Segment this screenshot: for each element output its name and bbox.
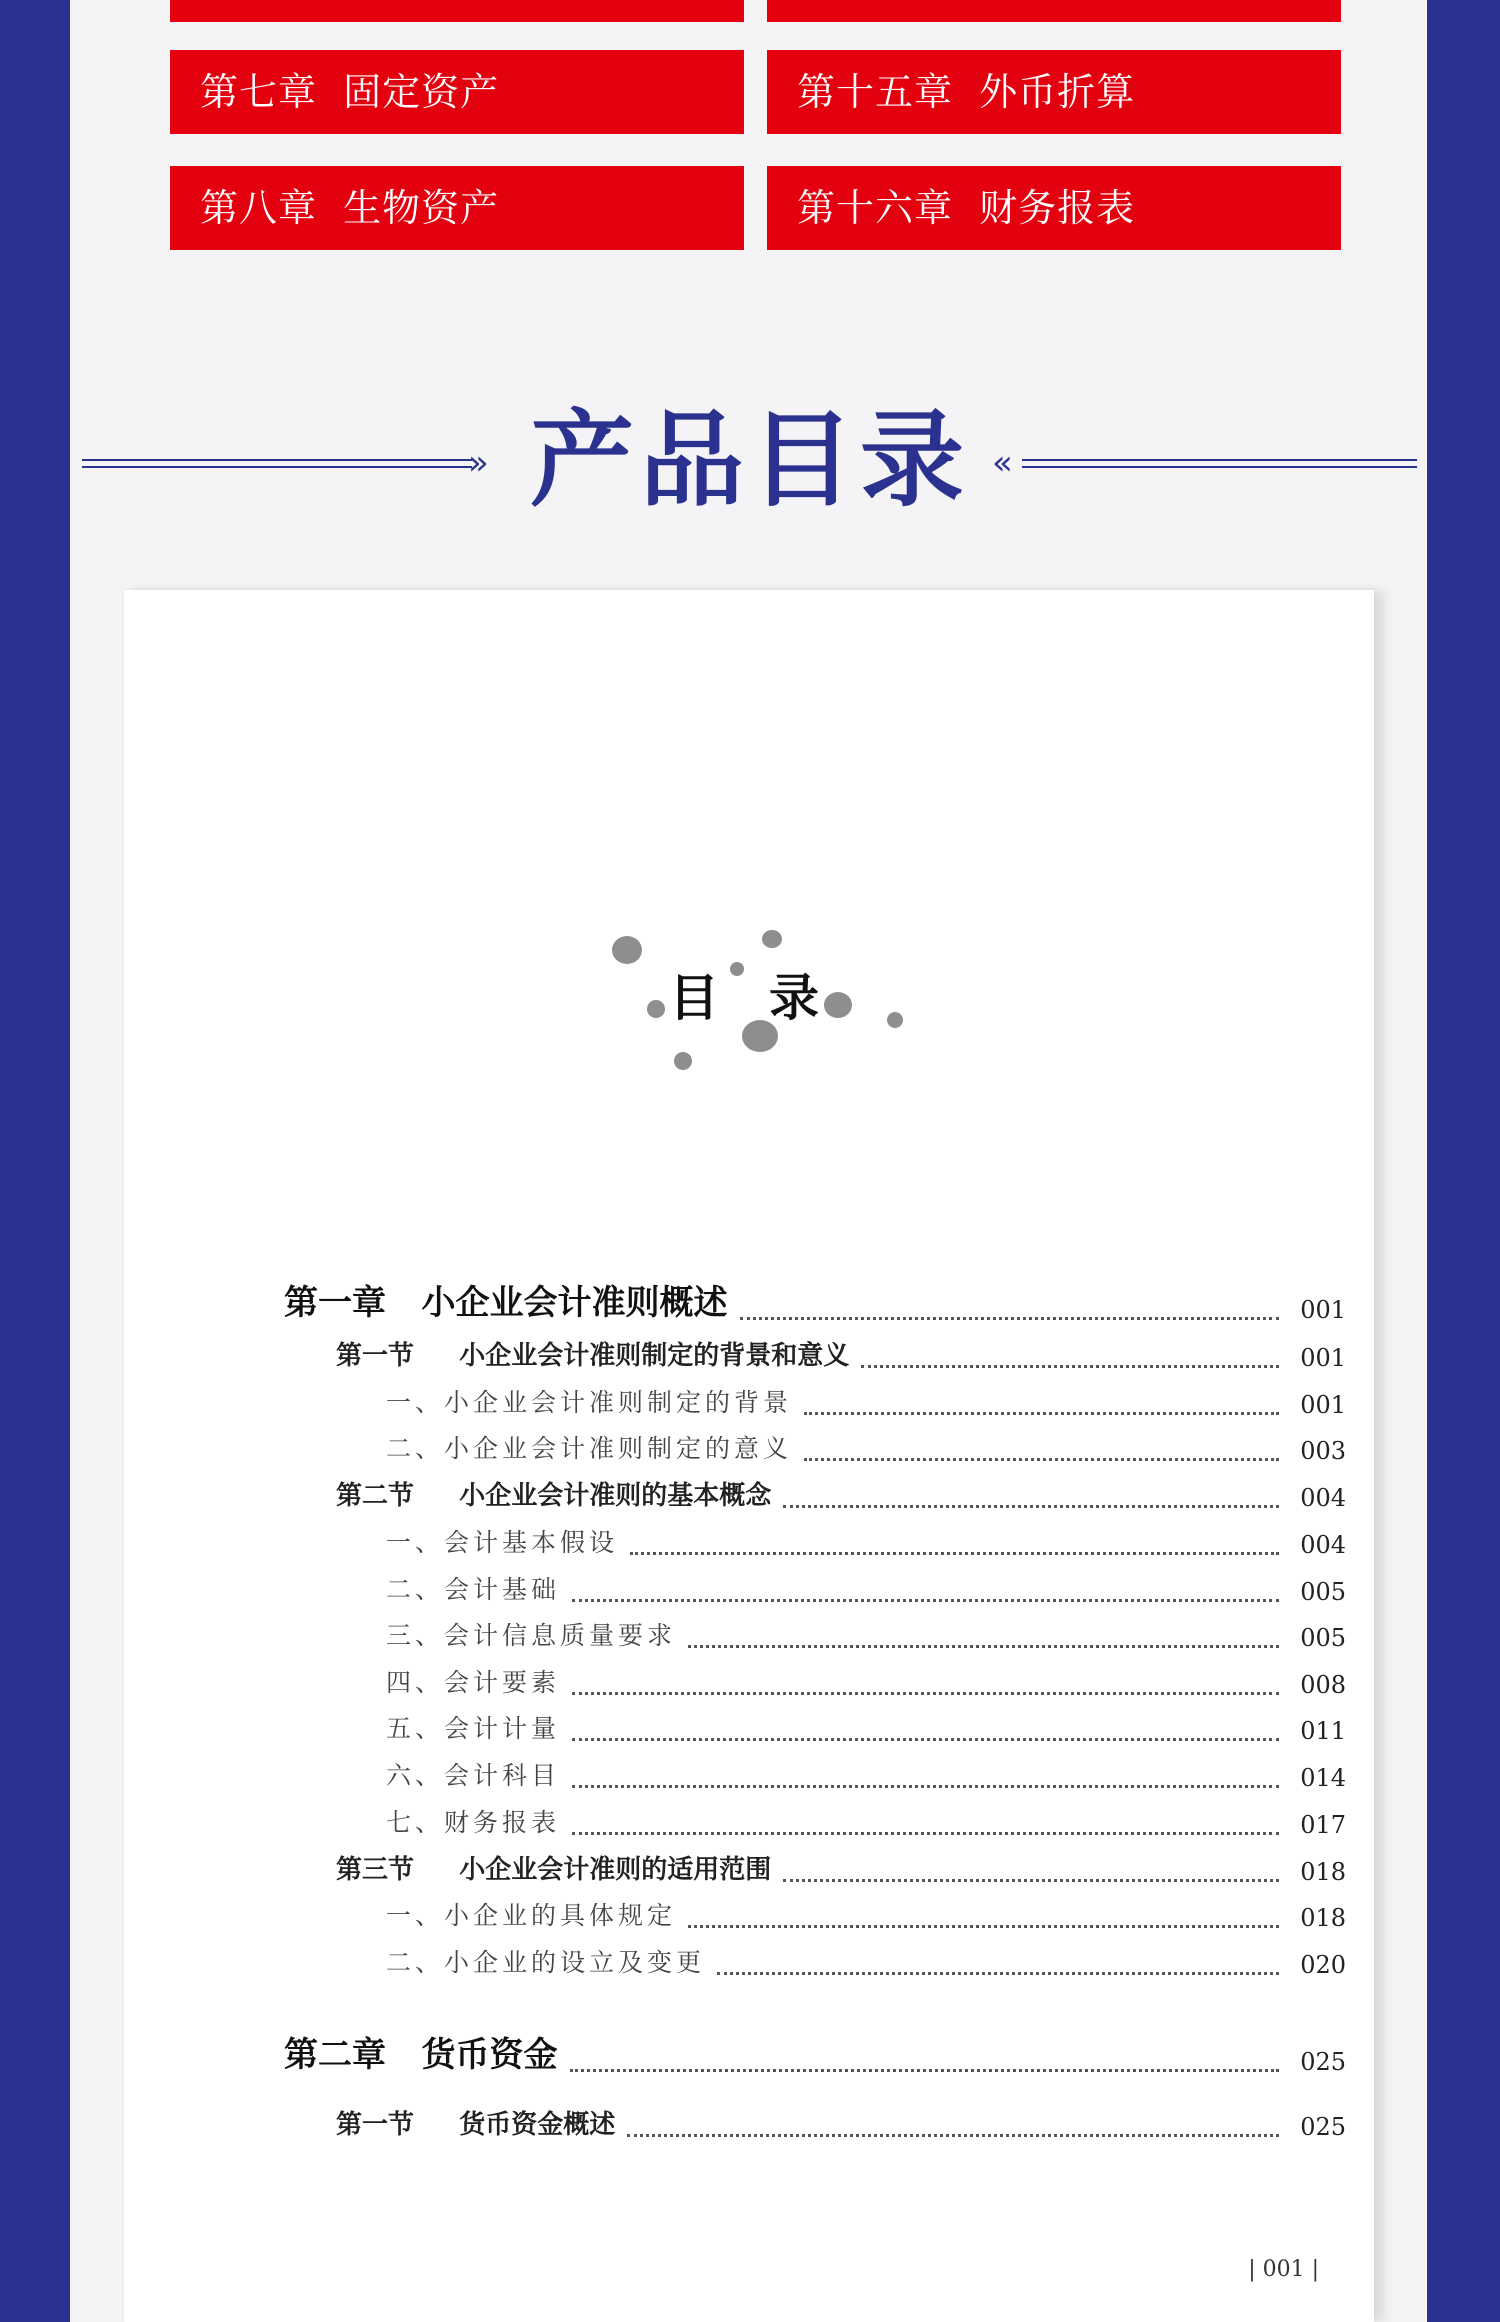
chapter-banner: 第八章 生物资产 [170,166,744,250]
toc-leader-dots [783,1879,1279,1882]
chapter-banner: 第十六章 财务报表 [767,166,1341,250]
toc-page-number: 025 [1300,2113,1346,2141]
toc-leader-dots [570,2069,1279,2072]
page-number: | 001 | [1248,2257,1319,2282]
toc-leader-dots [572,1738,1279,1741]
book-page [124,590,1374,2322]
chapter-banner: 第七章 固定资产 [170,50,744,134]
toc-leader-dots [688,1925,1279,1928]
toc-entry-title: 二、小企业会计准则制定的意义 [386,1434,793,1463]
toc-page-number: 004 [1300,1484,1346,1512]
toc-entry-title: 一、小企业的具体规定 [386,1901,677,1930]
toc-leader-dots [804,1412,1279,1415]
toc-page-number: 020 [1300,1951,1346,1979]
toc-subsection [124,1805,1374,1845]
toc-page-number: 005 [1300,1578,1346,1606]
toc-subsection [124,1572,1374,1612]
toc-section [124,1338,1374,1378]
toc-page-number: 018 [1300,1858,1346,1886]
toc-entry-title: 第二节 小企业会计准则的基本概念 [336,1481,772,1511]
section-title: 产品目录 [529,398,970,521]
toc-subsection [124,1618,1374,1658]
toc-leader-dots [804,1458,1279,1461]
toc-heading: 目录 [669,969,869,1027]
toc-leader-dots [572,1832,1279,1835]
toc-entry-title: 一、会计基本假设 [386,1528,619,1557]
toc-page-number: 001 [1300,1344,1346,1372]
toc-subsection [124,1431,1374,1471]
toc-page-number: 004 [1300,1531,1346,1559]
toc-page-number: 001 [1300,1296,1346,1324]
toc-entry-title: 第三节 小企业会计准则的适用范围 [336,1855,772,1885]
toc-page-number: 018 [1300,1904,1346,1932]
toc-leader-dots [627,2134,1279,2137]
toc-section [124,1852,1374,1892]
toc-section [124,2107,1374,2147]
toc-subsection [124,1665,1374,1705]
toc-entry-title: 四、会计要素 [386,1668,561,1697]
toc-entry-title: 七、财务报表 [386,1808,561,1837]
chapter-banner: 第十五章 外币折算 [767,50,1341,134]
toc-page-number: 005 [1300,1624,1346,1652]
toc-subsection [124,1385,1374,1425]
toc-entry-title: 五、会计计量 [386,1714,561,1743]
toc-leader-dots [572,1785,1279,1788]
toc-leader-dots [740,1317,1279,1320]
toc-subsection [124,1711,1374,1751]
toc-chapter [124,2035,1374,2082]
toc-page-number: 014 [1300,1764,1346,1792]
toc-page-number: 001 [1300,1391,1346,1419]
chapter-banner-partial [170,0,744,22]
toc-chapter [124,1283,1374,1330]
toc-page-number: 003 [1300,1437,1346,1465]
toc-leader-dots [572,1692,1279,1695]
toc-entry-title: 一、小企业会计准则制定的背景 [386,1388,793,1417]
toc-page-number: 008 [1300,1671,1346,1699]
toc-entry-title: 第一节 小企业会计准则制定的背景和意义 [336,1341,850,1371]
toc-leader-dots [861,1365,1279,1368]
toc-leader-dots [783,1505,1279,1508]
toc-leader-dots [572,1599,1279,1602]
toc-subsection [124,1898,1374,1938]
toc-entry-title: 二、会计基础 [386,1575,561,1604]
toc-section [124,1478,1374,1518]
toc-entry-title: 第一章 小企业会计准则概述 [284,1283,728,1323]
toc-leader-dots [688,1645,1279,1648]
double-chevron-left-icon: « [992,443,1013,483]
chapter-banner-partial [767,0,1341,22]
toc-entry-title: 二、小企业的设立及变更 [386,1948,706,1977]
toc-entry-title: 第二章 货币资金 [284,2035,558,2075]
toc-leader-dots [717,1972,1279,1975]
toc-leader-dots [630,1552,1279,1555]
toc-entry-title: 六、会计科目 [386,1761,561,1790]
toc-page-number: 017 [1300,1811,1346,1839]
toc-page-number: 011 [1300,1717,1346,1745]
toc-entry-title: 三、会计信息质量要求 [386,1621,677,1650]
toc-subsection [124,1758,1374,1798]
title-rule-right [1022,457,1417,471]
toc-subsection [124,1945,1374,1985]
toc-entry-title: 第一节 货币资金概述 [336,2110,616,2140]
toc-subsection [124,1525,1374,1565]
double-chevron-right-icon: » [468,443,489,483]
toc-page-number: 025 [1300,2048,1346,2076]
